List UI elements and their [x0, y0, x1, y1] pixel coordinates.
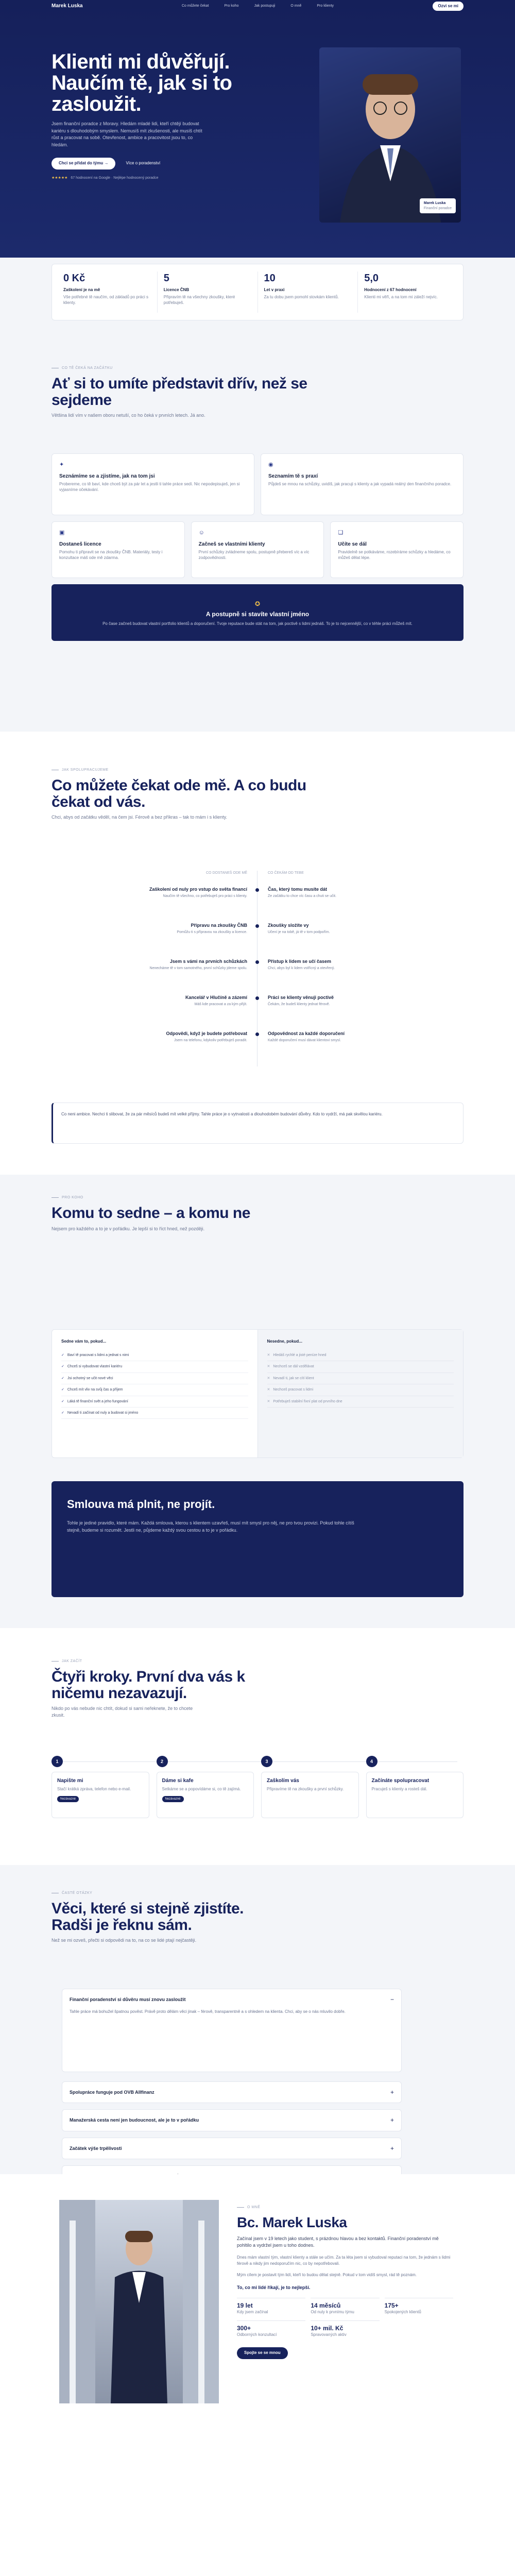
about-text-2: Dnes mám vlastní tým, vlastní klienty a stále se učím. Za ta léta jsem si vybudoval reputaci na tom, že jednám s lidmi férově a nikdy jim nedoporučím nic, co by nepotřebovali. [237, 2255, 451, 2266]
faq-question[interactable]: Spolupráce funguje pod OVB Allfinanz [70, 2090, 154, 2095]
fit-good-item: ✓ Nevadí ti začínat od nuly a budovat si jméno [61, 1408, 248, 1419]
start-item: ▣ Dostaneš licence Pomohu ti připravit se na zkoušky ČNB. Materiály, testy i konzultace máš ode mě zdarma. [52, 521, 185, 578]
minus-icon[interactable]: − [390, 1996, 394, 2003]
start-highlight: ✪ A postupně si stavíte vlastní jméno Po čase začneš budovat vlastní portfolio klientů a doporučení. Tvoje reputace bude stát na tom, jak poctivě s lidmi jednáš. To je to nejcennější, co v téhle práci můžeš mít. [52, 584, 464, 641]
check-icon: ✓ [61, 1411, 64, 1415]
about-stat: 175+ Spokojených klientů [385, 2298, 453, 2315]
plus-icon[interactable]: + [390, 2089, 394, 2096]
check-icon: ✓ [61, 1388, 64, 1392]
nav-item-expect[interactable]: Co můžete čekat [181, 4, 209, 8]
section-for-whom [0, 1175, 515, 1628]
stats-bar [52, 264, 464, 320]
fit-panel [52, 1329, 464, 1458]
about-text-1: Začínal jsem v 19 letech jako student, s prázdnou hlavou a bez kontaktů. Finanční poradenství mě pohltilo a vydržel jsem u toho dodnes. [237, 2235, 439, 2248]
expect-right: Práci se klienty věnuji poctivě Čekám, že budeš klienty jednat férově. [268, 995, 334, 1007]
section-eyebrow: PRO KOHO [52, 1195, 464, 1200]
start-item: ❏ Učíte se dál Pravidelně se potkáváme, rozebíráme schůzky a hledáme, co můžeš dělat lépe. [330, 521, 464, 578]
section-subtitle: Chci, abys od začátku věděl, na čem jsi. Férově a bez příkras – tak to mám i s klienty. [52, 815, 227, 820]
expect-row [52, 994, 464, 1025]
star-outline-icon: ✪ [254, 600, 261, 607]
start-item: ☺ Začneš se vlastními klienty První schůzky zvládneme spolu, postupně přebereš víc a víc zodpovědnosti. [191, 521, 324, 578]
faq-item[interactable] [62, 1989, 402, 2072]
section-title: Čtyři kroky. První dva vás k ničemu nezavazují. [52, 1668, 245, 1702]
about-title: Bc. Marek Luska [237, 2214, 347, 2231]
fit-good-item: ✓ Jsi ochotný se učit nové věci [61, 1373, 248, 1384]
section-faq [0, 1865, 515, 2174]
expect-row [52, 1030, 464, 1061]
hero-photo-badge: Marek Luska Finanční poradce [420, 198, 456, 213]
contract-banner: Smlouva má plnit, ne projít. Tohle je jediné pravidlo, které mám. Každá smlouva, kterou s klientem uzavřeš, musí mít smysl pro něj, ne pro tvou provizi. Pokud tohle cítíš stejně, budeme si rozumět. Jestli ne, půjdeme každý svou cestou a to je v pořádku. [52, 1481, 464, 1597]
expect-dot [255, 1032, 259, 1036]
fit-good-item: ✓ Láká tě finanční svět a jeho fungování [61, 1396, 248, 1408]
cross-icon: ✕ [267, 1399, 270, 1403]
expect-left: Kancelář v Hlučíně a zázemí Máš kde pracovat a za kým přijít. [185, 995, 247, 1007]
expect-note: Co neni ambice. Nechci ti slibovat, že za pár měsíců budeš mít velké příjmy. Tahle práce je o vytrvalosti a dlouhodobém budování důvěry. Kdo to vydrží, má pak skvělou kariéru. [52, 1103, 464, 1144]
check-icon: ✓ [61, 1376, 64, 1380]
license-icon: ▣ [59, 530, 65, 536]
check-icon: ✓ [61, 1365, 64, 1369]
stat-item: 0 Kč Zaškolení je na mě Vše potřebné tě naučím, od základů po práci s klienty. [57, 272, 158, 313]
section-eyebrow: ČASTÉ OTÁZKY [52, 1891, 464, 1895]
expect-table [52, 871, 464, 1066]
nav-item-clients[interactable]: Pro klienty [317, 4, 334, 8]
hero-title: Klienti mi důvěřují. Naučím tě, jak si to zasloužit. [52, 50, 232, 115]
expect-right: Zkoušky složíte vy Učení je na tobě, já tě v tom podpořím. [268, 923, 330, 935]
fit-bad-item: ✕ Hledáš rychlé a jisté peníze hned [267, 1350, 454, 1361]
plus-icon[interactable]: + [390, 2144, 394, 2152]
expect-dot [255, 996, 259, 1000]
hero-secondary-link[interactable]: Více o poradenství [126, 161, 161, 166]
expect-row [52, 922, 464, 953]
section-title: Věci, které si stejně zjistíte. Radši je řeknu sám. [52, 1900, 244, 1934]
step-card: 4 Začínáte spolupracovat Pracuješ s klienty a rosteš dál. [366, 1754, 464, 1818]
nav-item-for-whom[interactable]: Pro koho [224, 4, 239, 8]
plus-icon[interactable]: + [390, 2116, 394, 2124]
step-number: 2 [157, 1756, 168, 1767]
fit-bad-item: ✕ Nechceš pracovat s lidmi [267, 1384, 454, 1396]
section-title: Ať si to umíte představit dřív, než se sejdeme [52, 375, 307, 409]
expect-col-left-header: CO DOSTANEŠ ODE MĚ [206, 871, 247, 875]
users-icon: ☺ [198, 530, 204, 536]
section-about [0, 2174, 515, 2576]
start-item: ✦ Seznámíme se a zjistíme, jak na tom jsi Probereme, co tě baví, kde chceš být za pár let a jestli ti tahle práce sedí. Nic nepodepisuješ, jen si vyjasníme očekávání. [52, 453, 254, 515]
hero-text: Jsem finanční poradce z Moravy. Hledám mladé lidi, kteří chtějí budovat kariéru s dlouhodobým smyslem. Nemusíš mít zkušenosti, ale musíš chtít růst a pracovat na sobě. Otevřenost, ambice a pracovitost jsou to, co hledám. [52, 121, 202, 147]
cross-icon: ✕ [267, 1353, 270, 1357]
fit-bad-item: ✕ Potřebuješ stabilní fixní plat od prvního dne [267, 1396, 454, 1408]
stat-item: 10 Let v praxi Za tu dobu jsem pomohl stovkám klientů. [258, 272, 358, 313]
faq-item[interactable] [62, 2138, 402, 2159]
expect-row [52, 958, 464, 989]
faq-question[interactable]: Manažerská cesta není jen budoucnost, ale je to v pořádku [70, 2117, 199, 2123]
cross-icon: ✕ [267, 1388, 270, 1392]
cross-icon: ✕ [267, 1376, 270, 1380]
stat-item: 5 Licence ČNB Připravím tě na všechny zkoušky, které potřebuješ. [158, 272, 258, 313]
fit-good-item: ✓ Chceš mít vliv na svůj čas a příjem [61, 1384, 248, 1396]
hero-photo [319, 47, 461, 223]
step-card: 2 Dáme si kafe Setkáme se a popovídáme si, co tě zajímá. Nezávazné [157, 1754, 254, 1818]
faq-question[interactable]: Začátek výše trpělivosti [70, 2145, 122, 2151]
eye-icon: ◉ [268, 462, 273, 468]
about-contact-button[interactable]: Spojte se se mnou [237, 2347, 288, 2359]
fit-bad-column: Nesedne, pokud... ✕ Hledáš rychlé a jisté peníze hned ✕ Nechceš se dál vzdělávat ✕ Nevadí ti, jak se cítí klient ✕ Nechceš pracovat s lidmi ✕ Potřebuješ stabilní fixní plat od prvního dne [258, 1330, 464, 1458]
expect-right: Čas, který tomu musíte dát Ze začátku to chce víc času a chuti se učit. [268, 887, 337, 899]
section-eyebrow: JAK ZAČÍT [52, 1659, 464, 1664]
book-icon: ❏ [338, 530, 344, 536]
step-card: 3 Zaškolím vás Připravíme tě na zkoušky a první schůzky. [261, 1754, 359, 1818]
expect-left: Přípravu na zkoušky ČNB Pomůžu ti s přípravou na zkoušky a licence. [177, 923, 247, 935]
step-tag: Nezávazné [57, 1796, 79, 1802]
expect-row [52, 886, 464, 917]
handshake-icon: ✦ [59, 462, 64, 468]
fit-bad-item: ✕ Nevadí ti, jak se cítí klient [267, 1373, 454, 1384]
start-item: ◉ Seznamím tě s praxí Půjdeš se mnou na schůzky, uvidíš, jak pracuji s klienty a jak vypadá reálný den finančního poradce. [261, 453, 464, 515]
section-subtitle: Nikdo po vás nebude nic chtít, dokud si sami neřeknete, že to chcete zkusit. [52, 1706, 193, 1718]
fit-good-column: Sedne vám to, pokud... ✓ Baví tě pracovat s lidmi a jednat s nimi ✓ Chceš si vybudovat vlastní kariéru ✓ Jsi ochotný se učit nové věci ✓ Chceš mít vliv na svůj čas a příjem ✓ Láká tě finanční svět a jeho fungování ✓ Nevadí ti začínat od nuly a budovat si jméno [52, 1330, 258, 1458]
expect-left: Zaškolení od nuly pro vstup do světa financí Naučím tě všechno, co potřebuješ pro práci s klienty. [149, 887, 247, 899]
section-eyebrow: O MNĚ [237, 2205, 453, 2210]
nav-item-about[interactable]: O mně [290, 4, 302, 8]
expect-dot [255, 960, 259, 964]
about-quote: To, co mi lidé říkají, je to nejlepší. [237, 2284, 311, 2290]
step-tag: Nezávazné [162, 1796, 184, 1802]
section-start [0, 361, 515, 732]
step-number: 3 [261, 1756, 272, 1767]
about-text-3: Mým cílem je postavit tým lidí, kteří to budou dělat stejně. Pokud v tom vidíš smysl, rád tě poznám. [237, 2272, 417, 2277]
section-title: Komu to sedne – a komu ne [52, 1205, 250, 1222]
section-eyebrow: CO TĚ ČEKÁ NA ZAČÁTKU [52, 366, 464, 370]
section-title: Co můžete čekat ode mě. A co budu čekat od vás. [52, 777, 306, 810]
expect-dot [255, 924, 259, 928]
hero-primary-button[interactable]: Chci se přidat do týmu → [52, 158, 115, 170]
star-icon: ★★★★★ [52, 176, 68, 180]
hero-section [0, 0, 515, 258]
section-subtitle: Než se mi ozveš, přečti si odpovědi na to, na co se lidé ptají nejčastěji. [52, 1938, 197, 1943]
section-subtitle: Většina lidí vím v našem oboru netuší, co ho čeká v prvních letech. Já ano. [52, 413, 205, 418]
stat-item: 5,0 Hodnocení z 67 hodnocení Klienti mi věří, a na tom mi záleží nejvíc. [364, 273, 438, 299]
fit-good-item: ✓ Baví tě pracovat s lidmi a jednat s nimi [61, 1350, 248, 1361]
expect-left: Jsem s vámi na prvních schůzkách Nenecháme tě v tom samotného, první schůzky jdeme spolu. [149, 959, 247, 971]
expect-col-right-header: CO ČEKÁM OD TEBE [268, 871, 304, 875]
section-expect [0, 732, 515, 1175]
nav-item-process[interactable]: Jak postupuji [254, 4, 276, 8]
fit-good-item: ✓ Chceš si vybudovat vlastní kariéru [61, 1361, 248, 1372]
expect-right: Přístup k lidem se učí časem Chci, abys byl k lidem vstřícný a otevřený. [268, 959, 335, 971]
expect-dot [255, 888, 259, 892]
check-icon: ✓ [61, 1353, 64, 1357]
about-stat: 10+ mil. Kč Spravovaných aktiv [311, 2320, 379, 2338]
expect-left: Odpovědi, když je budete potřebovat Jsem na telefonu, kdykoliv potřebuješ poradit. [166, 1031, 247, 1043]
about-stat: 300+ Odborných konzultací [237, 2320, 305, 2338]
step-card: 1 Napište mi Stačí krátká zpráva, telefon nebo e-mail. Nezávazné [52, 1754, 149, 1818]
top-nav [0, 0, 515, 12]
step-number: 4 [366, 1756, 377, 1767]
faq-question[interactable]: Finanční poradenství si důvěru musí znovu zasloužit [70, 1997, 186, 2003]
step-number: 1 [52, 1756, 63, 1767]
faq-answer: Tahle práce má bohužel špatnou pověst. Právě proto dělám věci jinak – férově, transparentně a s ohledem na klienta. Chci, aby se o nás mluvilo dobře. [70, 2009, 346, 2014]
cross-icon: ✕ [267, 1365, 270, 1369]
fit-bad-item: ✕ Nechceš se dál vzdělávat [267, 1361, 454, 1372]
faq-item[interactable] [62, 2081, 402, 2103]
about-stat: 14 měsíců Od nuly k prvnímu týmu [311, 2298, 379, 2315]
section-steps [0, 1628, 515, 1865]
header-cta-button[interactable]: Ozvi se mi [433, 2, 464, 11]
section-eyebrow: JAK SPOLUPRACUJEME [52, 768, 464, 772]
hero-rating-text: 67 hodnocení na Google · Nejlépe hodnocený poradce [71, 176, 159, 180]
section-subtitle: Nejsem pro každého a to je v pořádku. Je lepší si to říct hned, než později. [52, 1226, 205, 1231]
expect-right: Odpovědnost za každé doporučení Každé doporučení musí dávat klientovi smysl. [268, 1031, 345, 1043]
check-icon: ✓ [61, 1399, 64, 1403]
faq-item[interactable] [62, 2109, 402, 2131]
logo[interactable]: Marek Luska [52, 3, 83, 9]
about-stat: 19 let Kdy jsem začínal [237, 2298, 305, 2315]
about-photo [59, 2200, 219, 2403]
